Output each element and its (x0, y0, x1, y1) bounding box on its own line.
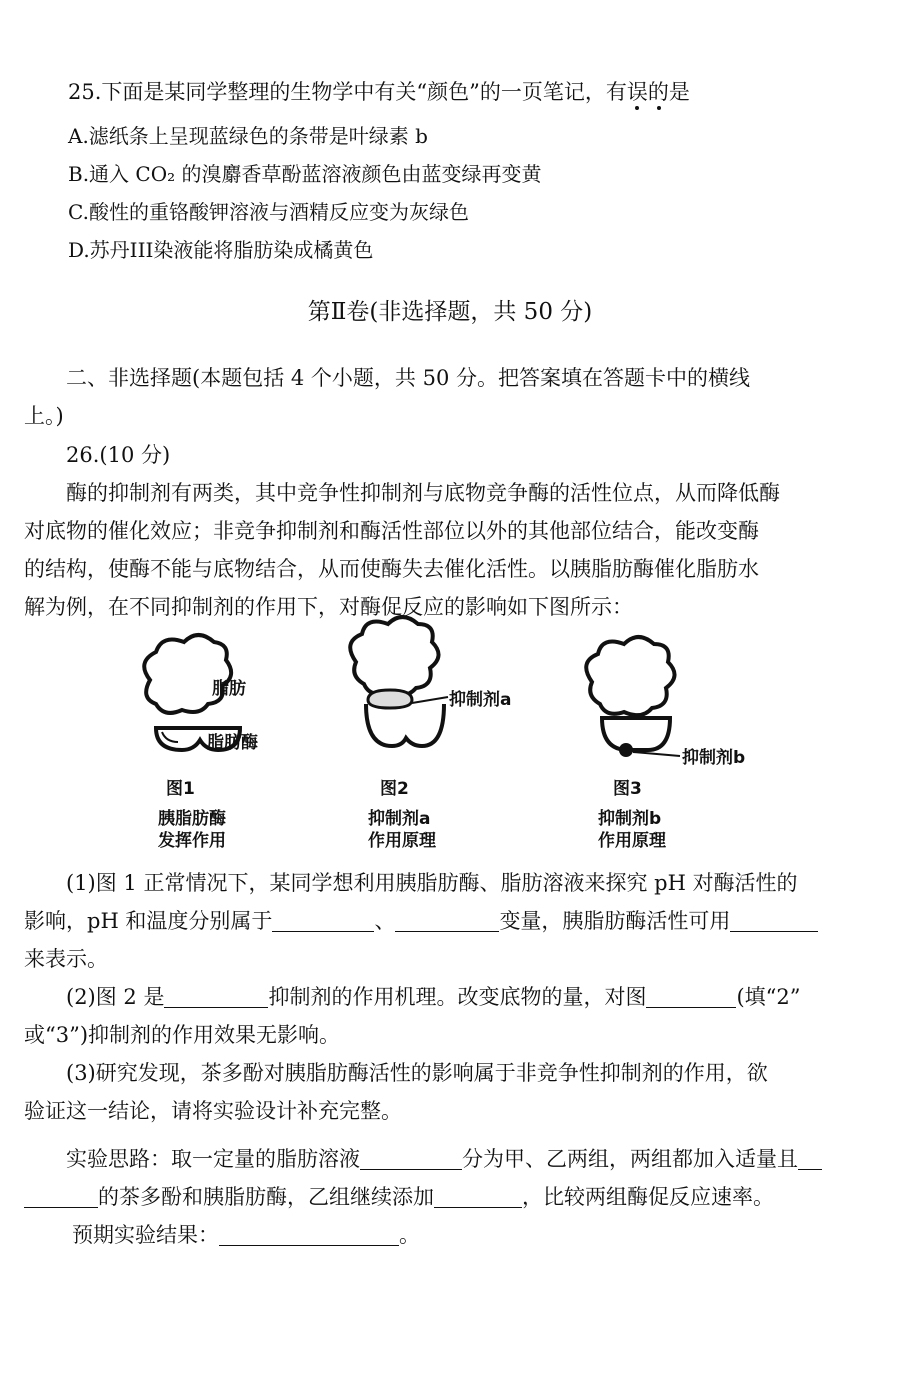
q26-para-line1: 酶的抑制剂有两类，其中竞争性抑制剂与底物竞争酶的活性位点，从而降低酶 (66, 481, 780, 505)
q26-number: 26.(10 分) (66, 443, 171, 467)
text-segment: 变量，胰脂肪酶活性可用 (499, 909, 731, 933)
answer-blank[interactable] (24, 1185, 98, 1208)
label-lipase: 脂肪酶 (207, 733, 258, 753)
pointer-line (633, 752, 680, 756)
fig3-title: 图3 (613, 779, 642, 799)
answer-blank[interactable] (219, 1223, 399, 1246)
q25-stem-end: 是 (668, 80, 690, 104)
answer-blank[interactable] (730, 909, 818, 932)
pointer-line (412, 697, 448, 703)
answer-blank[interactable] (272, 909, 374, 932)
fig3-caption-line1: 抑制剂b (598, 809, 662, 829)
q26-para-line3: 的结构，使酶不能与底物结合，从而使酶失去催化活性。以胰脂肪酶催化脂肪水 (24, 557, 759, 581)
inhibitor-a-icon (368, 690, 412, 708)
text-segment: ，比较两组酶促反应速率。 (522, 1185, 774, 1209)
fat-blob-icon (350, 617, 438, 695)
section-title: 第Ⅱ卷(非选择题，共 50 分) (307, 299, 593, 325)
text-segment: 、 (374, 909, 396, 933)
text-segment: 的茶多酚和胰脂肪酶，乙组继续添加 (98, 1185, 434, 1209)
enzyme-icon (602, 718, 670, 750)
q25-option-a: A.滤纸条上呈现蓝绿色的条带是叶绿素 b (68, 124, 428, 148)
fig1-caption-line2: 发挥作用 (158, 831, 226, 851)
q25-stem-text: 25.下面是某同学整理的生物学中有关“颜色”的一页笔记，有 (68, 80, 627, 104)
figure-3 (586, 637, 745, 851)
text-segment: (填“2” (736, 985, 801, 1009)
fat-blob-icon (144, 635, 231, 713)
q26-part3-line1: (3)研究发现，茶多酚对胰脂肪酶活性的影响属于非竞争性抑制剂的作用，欲 (66, 1061, 768, 1085)
figure-1 (144, 635, 258, 851)
answer-blank[interactable] (798, 1147, 822, 1170)
q25-option-b: B.通入 CO₂ 的溴麝香草酚蓝溶液颜色由蓝变绿再变黄 (68, 162, 542, 186)
fig2-title: 图2 (380, 779, 409, 799)
q25-option-d: D.苏丹III染液能将脂肪染成橘黄色 (68, 238, 374, 262)
answer-blank[interactable] (434, 1185, 522, 1208)
answer-blank[interactable] (646, 985, 736, 1008)
q26-part2-line2: 或“3”)抑制剂的作用效果无影响。 (24, 1023, 341, 1047)
q26-part2-line1 (66, 982, 801, 1012)
enzyme-shading (162, 732, 178, 742)
text-segment: 影响，pH 和温度分别属于 (24, 909, 273, 933)
fig2-caption-line1: 抑制剂a (368, 809, 431, 829)
answer-blank[interactable] (164, 985, 268, 1008)
q26-part1-line3: 来表示。 (24, 947, 108, 971)
label-inhibitor-b: 抑制剂b (682, 748, 746, 768)
q26-part1-line2 (24, 906, 818, 936)
fig1-title: 图1 (166, 779, 195, 799)
text-segment: 。 (399, 1223, 420, 1247)
q26-para-line2: 对底物的催化效应；非竞争抑制剂和酶活性部位以外的其他部位结合，能改变酶 (24, 519, 759, 543)
experiment-idea-line2 (24, 1182, 774, 1212)
q25-option-c: C.酸性的重铬酸钾溶液与酒精反应变为灰绿色 (68, 200, 469, 224)
text-segment: (2)图 2 是 (66, 985, 165, 1009)
fat-blob-icon (586, 637, 674, 715)
text-segment: 预期实验结果： (72, 1223, 219, 1247)
fig3-caption-line2: 作用原理 (598, 831, 666, 851)
inhibitor-b-icon (619, 743, 633, 757)
q25-stem-emph: 误的 (626, 80, 669, 104)
text-segment: 实验思路：取一定量的脂肪溶液 (66, 1147, 360, 1171)
experiment-idea-line1 (66, 1144, 822, 1174)
q26-para-line4: 解为例，在不同抑制剂的作用下，对酶促反应的影响如下图所示： (24, 595, 633, 619)
text-segment: 分为甲、乙两组，两组都加入适量且 (462, 1147, 798, 1171)
fig1-caption-line1: 胰脂肪酶 (158, 809, 226, 829)
text-segment: 抑制剂的作用机理。改变底物的量，对图 (268, 985, 647, 1009)
fig2-caption-line2: 作用原理 (368, 831, 436, 851)
q26-part1-line1: (1)图 1 正常情况下，某同学想利用胰脂肪酶、脂肪溶液来探究 pH 对酶活性的 (66, 871, 798, 895)
label-inhibitor-a: 抑制剂a (449, 690, 512, 710)
answer-blank[interactable] (360, 1147, 462, 1170)
expected-result-line (72, 1220, 420, 1250)
section-instruction-line2: 上。) (24, 404, 64, 428)
section-instruction-line1: 二、非选择题(本题包括 4 个小题，共 50 分。把答案填在答题卡中的横线 (66, 366, 750, 390)
enzyme-icon (366, 704, 444, 746)
figure-2 (350, 617, 511, 851)
answer-blank[interactable] (395, 909, 499, 932)
label-fat: 脂肪 (212, 679, 246, 699)
q26-part3-line2: 验证这一结论，请将实验设计补充完整。 (24, 1099, 402, 1123)
